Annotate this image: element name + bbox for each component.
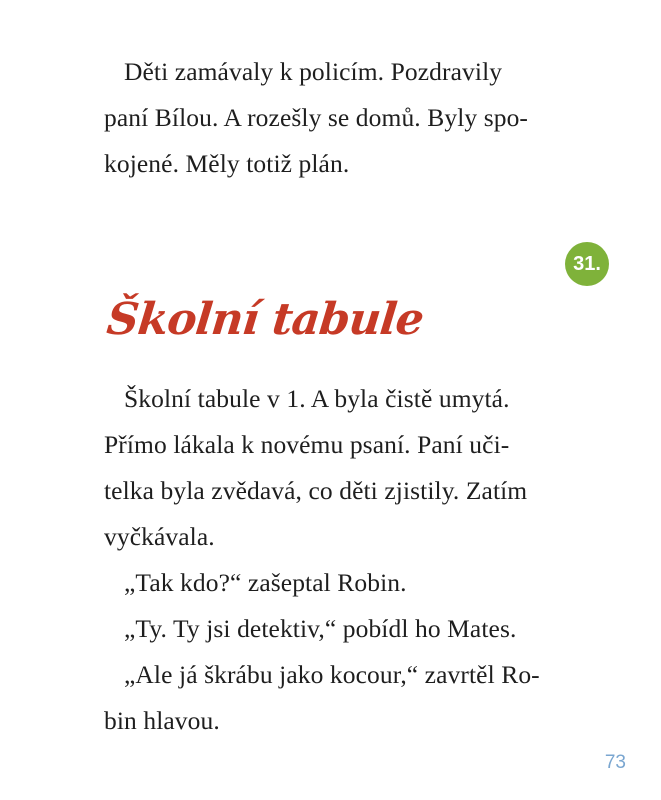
text-line: bin hlavou. — [104, 706, 220, 735]
text-line: Děti zamávaly k policím. Pozdravily — [124, 57, 503, 86]
page-number: 73 — [604, 752, 626, 773]
text-line: Školní tabule v 1. A byla čistě umytá. — [124, 384, 510, 413]
text-line: paní Bílou. A rozešly se domů. Byly spo- — [104, 103, 529, 132]
paragraph-intro — [104, 49, 614, 187]
text-line: „Ty. Ty jsi detektiv,“ pobídl ho Mates. — [124, 614, 517, 643]
text-line: „Tak kdo?“ zašeptal Robin. — [124, 568, 407, 597]
paragraph-body — [104, 376, 614, 744]
text-line: Přímo lákala k novému psaní. Paní uči- — [104, 430, 510, 459]
text-line: kojené. Měly totiž plán. — [104, 149, 350, 178]
text-line: vyčkávala. — [104, 522, 215, 551]
chapter-title: Školní tabule — [104, 294, 426, 345]
text-line: telka byla zvědavá, co děti zjistily. Zatím — [104, 476, 528, 505]
chapter-number-badge: 31. — [565, 242, 609, 286]
text-line: „Ale já škrábu jako kocour,“ zavrtěl Ro- — [124, 660, 540, 689]
